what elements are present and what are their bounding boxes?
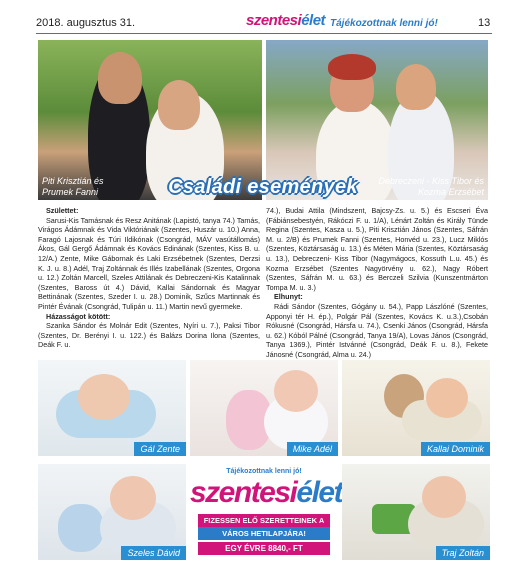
logo-part2: élet — [301, 12, 326, 29]
baby-label: Mike Adél — [287, 442, 338, 456]
issue-date: 2018. augusztus 31. — [36, 17, 136, 29]
baby-photo-traj-zoltan — [342, 464, 490, 560]
section-title: Családi események — [168, 176, 358, 198]
bride-hair — [328, 54, 376, 80]
text-column-left — [38, 206, 260, 350]
baby-head — [274, 370, 318, 412]
baby-label: Traj Zoltán — [436, 546, 490, 560]
wedding-caption-right — [379, 176, 484, 198]
baby-label: Kallai Dominik — [421, 442, 490, 456]
baby-label: Gál Zente — [134, 442, 186, 456]
bride-head — [158, 80, 200, 130]
caption-line: Debreczeni - Kiss Tibor és — [378, 176, 484, 186]
groom-head — [396, 64, 436, 110]
baby-photo-mike-adel — [190, 360, 338, 456]
births-text: Sarusi-Kis Tamásnak és Resz Anitának (Lapistó, tanya 74.) Tamás, Virágos Ádámnak és Vida Viktóriának (Szentes, Huszár u. 10.) Anna, Faragó Lajosnak és Túri Ildikónak (Csongrád, MÁV vasútállomás) Ákos, Gál Gergő Ádámnak és Kovács Edinának (Szentes, Kiss B. u. 12/A.) Zente, Mike Gábornak és Laki Erzsébetnek (Szentes, Derzsi K. J. u. 8.) Adél, Traj Zoltánnak és Illés Izabellának (Szentes, Orgona u. 12.) Zoltán Marcell, Szeles Attilának és Debreczeni-Kis Katalinnak (Szentes, Baross út 4.) Dávid, Kallai Sándornak és Magyar Bettinának (Szentes, Szeder I. u. 28.) Dominik, Szűcs Martinnak és Pintér Évának (Csongrád, Tulipán u. 11.) Martin nevű gyermeke. — [38, 215, 260, 311]
tagline: Tájékozottnak lenni jó! — [330, 18, 438, 29]
baby-head — [78, 374, 130, 420]
subscription-advertisement[interactable] — [190, 464, 343, 560]
ad-price: EGY ÉVRE 8840,- FT — [198, 542, 330, 555]
marriages-text-left: Szanka Sándor és Molnár Edit (Szentes, Nyíri u. 7.), Paksi Tibor (Szentes, Dr. Berényi I. u. 122.) és Balázs Dorina Ilona (Szentes, Deák F. u. — [38, 321, 260, 350]
caption-line: Piti Krisztián és — [42, 176, 104, 186]
caption-line: Kozma Erzsébet — [417, 187, 484, 197]
baby-photo-kallai-dominik — [342, 360, 490, 456]
groom-head — [98, 52, 142, 104]
baby-photo-szeles-david — [38, 464, 186, 560]
baby-photo-gal-zente — [38, 360, 186, 456]
births-heading: Születtet: — [46, 206, 79, 215]
baby-head — [110, 476, 156, 520]
ad-logo — [190, 476, 343, 510]
toy-bunny — [58, 504, 104, 552]
deaths-text: Rádi Sándor (Szentes, Gógány u. 54.), Papp Lászlóné (Szentes, Apponyi tér H. ép.), Polgár Pál (Szentes, Kovács K. u.3.),Csobán Rókusné (Csongrád, Hársfa u. 74.), Csenki János (Csongrád, Hársfa u. 62.) Kóból Pálné (Csongrád, Tanya 19/A), Lovas János (Csongrád, Tanya 1369.), Pintér Istvánné (Csongrád, Deák F. u. 8.), Fekete Jánosné (Csongrád, Alma u. 24.) — [266, 301, 488, 359]
masthead-logo — [246, 12, 325, 29]
ad-line-2: VÁROS HETILAPJÁRA! — [198, 527, 330, 540]
ad-tagline: Tájékozottnak lenni jó! — [226, 468, 302, 475]
deaths-heading: Elhunyt: — [274, 292, 303, 302]
header-divider — [36, 33, 492, 34]
wedding-caption-left — [42, 176, 104, 198]
page-number: 13 — [478, 17, 491, 29]
page-header — [0, 0, 526, 36]
ad-logo-part2: élet — [296, 476, 343, 509]
baby-head — [426, 378, 468, 418]
ad-line-1: FIZESSEN ELŐ SZERETTEINEK A — [198, 514, 330, 527]
baby-label: Szeles Dávid — [121, 546, 186, 560]
ad-logo-part1: szentesi — [190, 476, 297, 509]
section-banner — [150, 176, 376, 202]
marriages-heading: Házasságot kötött: — [46, 311, 111, 321]
marriages-text-right: 74.), Budai Attila (Mindszent, Bajcsy-Zs. u. 5.) és Escseri Éva (Fábiánsebestyén, Rákóczi F. u. 1/A), Lénárt Zoltán és Király Tünde Regina (Szentes, Kasza u. 5.), Piti Krisztián János (Szentes, Sáfrán M. u. 2/B) és Prumek Fanni (Szentes, Honvéd u. 23.), Lucz Miklós (Szentes, Köztársaság u. 13.) és Méten Mária (Szentes, Köztársaság u. 13.), Debreczeni- Kiss Tibor (Nagymágocs, Kossuth L.u. 45.) és Kozma Erzsébet (Szentes Nagyörvény u. 62.), Nagy Róbert (Szentes, Sáfrán M. u. 63.) és Berczeli Szilvia (Kunszentmárton Tompa M. u. 3.) — [266, 206, 488, 292]
baby-head — [422, 476, 466, 518]
text-column-right — [266, 206, 488, 360]
logo-part1: szentesi — [246, 12, 302, 29]
caption-line: Prumek Fanni — [42, 187, 99, 197]
